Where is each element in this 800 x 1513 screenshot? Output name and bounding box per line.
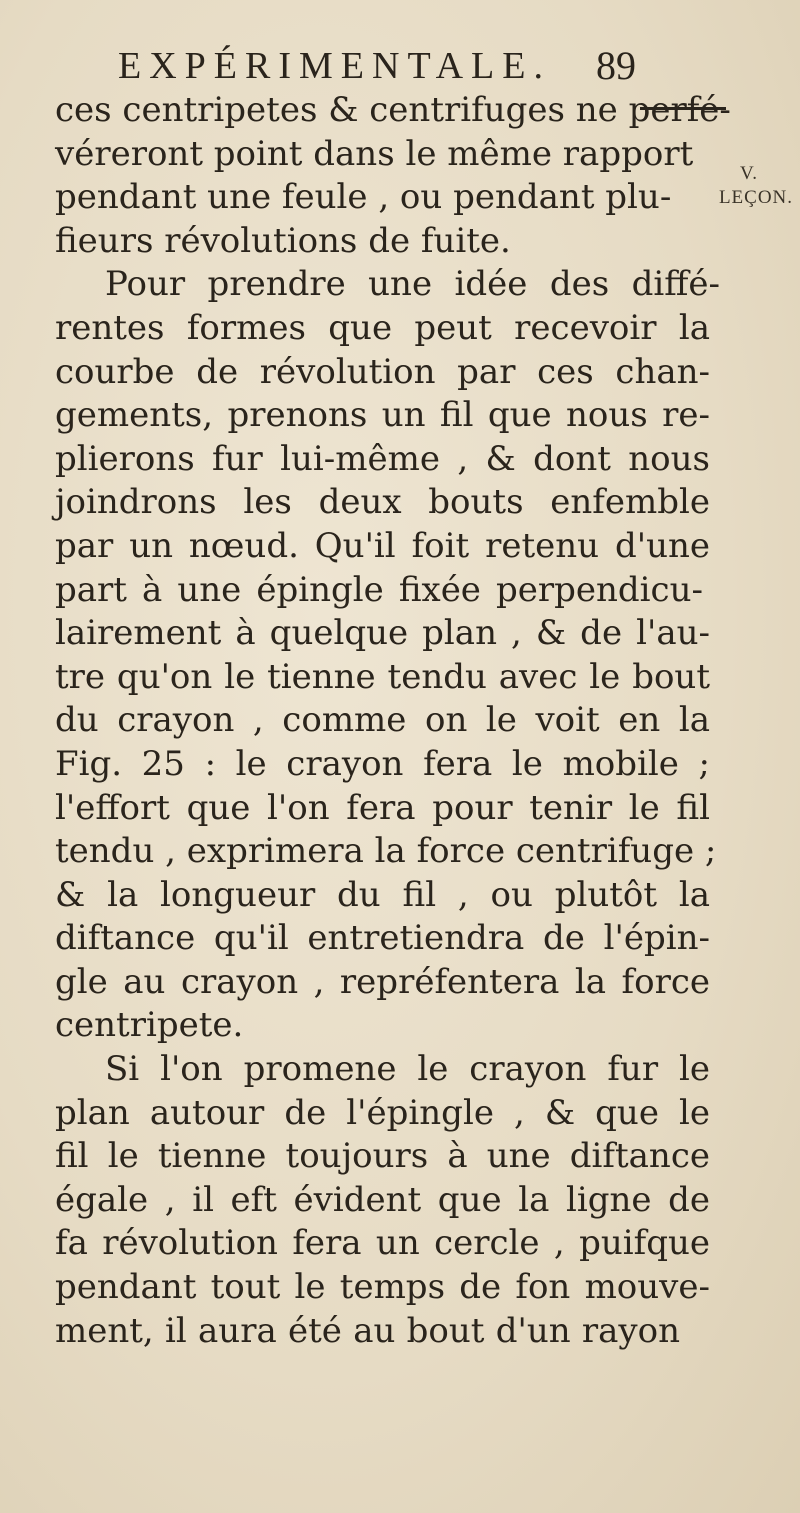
text-line: ment, il aura été au bout d'un rayon	[55, 1310, 680, 1351]
text-line: par un nœud. Qu'il foit retenu d'une	[55, 525, 710, 566]
text-line: diftance qu'il entretiendra de l'épin-	[55, 918, 710, 959]
text-line: centripete.	[55, 1005, 244, 1046]
text-line: l'effort que l'on fera pour tenir le fil	[55, 787, 710, 828]
text-line: gle au crayon , repréfentera la force	[55, 961, 710, 1002]
text-line: tendu , exprimera la force centrifuge ;	[55, 831, 717, 872]
text-line: Fig. 25 : le crayon fera le mobile ;	[55, 743, 710, 784]
text-line: fil le tienne toujours à une diftance	[55, 1136, 710, 1177]
text-line: joindrons les deux bouts enfemble	[55, 482, 710, 523]
text-line: véreront point dans le même rapport	[55, 133, 694, 174]
margin-note-line: V.	[739, 163, 759, 184]
running-head	[118, 44, 758, 94]
text-line: Si l'on promene le crayon fur le	[105, 1049, 710, 1090]
text-line: plan autour de l'épingle , & que le	[55, 1092, 710, 1133]
text-line: part à une épingle fixée perpendicu-	[55, 569, 703, 610]
text-line: lairement à quelque plan , & de l'au-	[55, 613, 710, 654]
text-line: fa révolution fera un cercle , puifque	[55, 1223, 710, 1264]
text-line: & la longueur du fil , ou plutôt la	[55, 874, 710, 915]
body-text	[55, 89, 731, 1353]
text-line: rentes formes que peut recevoir la	[55, 307, 710, 348]
text-line: égale , il eft évident que la ligne de	[55, 1179, 710, 1220]
text-line: gements, prenons un fil que nous re-	[55, 395, 710, 436]
text-line: ces centripetes & centrifuges ne perfé-	[55, 90, 731, 130]
text-line: fieurs révolutions de fuite.	[55, 220, 511, 261]
text-line: courbe de révolution par ces chan-	[55, 351, 710, 392]
text-line: pendant une feule , ou pendant plu-	[55, 177, 672, 218]
page-number: 89	[596, 43, 636, 88]
running-title: EXPÉRIMENTALE.	[118, 45, 551, 87]
text-line: Pour prendre une idée des diffé-	[105, 264, 720, 305]
text-line: tre qu'on le tienne tendu avec le bout	[55, 656, 710, 697]
margin-note-line: LEÇON.	[718, 187, 794, 208]
margin-note	[716, 162, 796, 210]
text-line: plierons fur lui-même , & dont nous	[55, 438, 710, 479]
text-line: pendant tout le temps de fon mouve-	[55, 1267, 710, 1308]
text-line: du crayon , comme on le voit en la	[55, 700, 710, 741]
